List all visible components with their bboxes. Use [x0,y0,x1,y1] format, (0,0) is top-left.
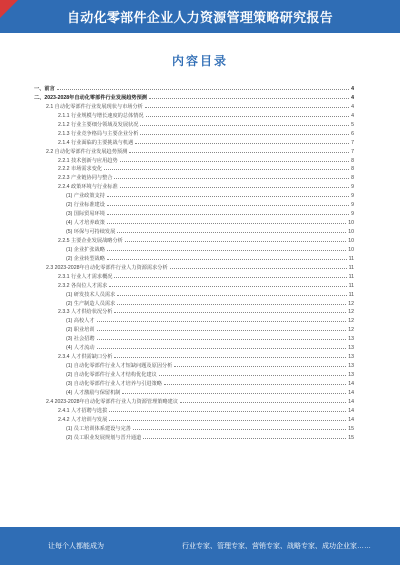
toc-leader-dots [97,325,347,331]
toc-leader-dots [170,263,347,269]
toc-page-number: 13 [348,363,354,370]
toc-leader-dots [117,299,346,305]
toc-page-number: 14 [348,416,354,423]
toc-leader-dots [107,254,347,260]
toc-entry-text: 2.3 2023-2028年自动化零部件行业人力资源需求分析 [46,264,168,271]
toc-page-number: 14 [348,380,354,387]
toc-page-number: 10 [348,246,354,253]
toc-entry-text: (1) 高校人才 [66,318,95,325]
toc-page-number: 14 [348,407,354,414]
toc-leader-dots [114,352,346,358]
toc-page-number: 9 [351,211,354,218]
toc-leader-dots [57,84,349,90]
toc-entry-text: 2.1.2 行业主要细分领域及发展状况 [58,121,139,128]
toc-entry[interactable] [34,307,354,316]
toc-page-number: 4 [351,86,354,92]
toc-leader-dots [140,129,349,135]
footer-slogan-right: 行业专家、管理专家、营销专家、战略专家、成功企业家…… [182,543,371,550]
toc-entry[interactable] [34,424,354,433]
toc-leader-dots [114,307,346,313]
toc-entry[interactable] [34,352,354,361]
toc-entry-text: (2) 企业转型战略 [66,255,105,262]
toc-leader-dots [107,218,346,224]
toc-page-number: 7 [351,148,354,155]
toc-page-number: 14 [348,389,354,396]
toc-leader-dots [107,245,346,251]
toc-entry[interactable] [34,129,354,138]
toc-entry-text: (2) 自动化零部件行业人才结构优化建议 [66,372,157,378]
toc-entry-text: (4) 人才流动 [66,345,95,352]
toc-entry-text: (2) 员工职业发展规划与晋升通道 [66,434,142,441]
toc-entry[interactable] [34,334,354,343]
toc-leader-dots [180,397,346,403]
toc-entry[interactable] [34,147,354,156]
toc-entry[interactable] [34,227,354,236]
toc-leader-dots [135,138,349,144]
toc-entry-text: 2.3.2 各岗位人才需求 [58,282,108,289]
toc-entry[interactable] [34,120,354,129]
toc-entry-text: (2) 职业培训 [66,327,95,334]
toc-entry-text: 2.2 自动化零部件行业发展趋势预测 [46,148,128,155]
toc-page-number: 11 [348,282,354,289]
toc-entry-text: 2.3.4 人才供需缺口分析 [58,354,113,361]
toc-entry[interactable] [34,325,354,334]
toc-leader-dots [117,227,346,233]
toc-entry-text: (2) 生产制造人员需求 [66,300,116,307]
toc-entry[interactable] [34,415,354,424]
toc-entry[interactable] [34,245,354,254]
toc-entry-text: 2.4.2 人才培训与发展 [58,416,108,423]
toc-leader-dots [107,191,349,197]
toc-leader-dots [109,406,346,412]
toc-page-number: 12 [348,327,354,334]
toc-page-number: 11 [348,291,354,298]
toc-entry-text: 2.3.1 行业人才需求概况 [58,273,113,280]
toc-page-number: 13 [348,336,354,343]
toc-page-number: 14 [348,398,354,405]
toc-page-number: 7 [351,139,354,146]
toc-page-number: 13 [348,372,354,378]
toc-entry-text: 2.3.3 人才供给状况分析 [58,309,113,316]
toc-entry-text: (4) 人才培养政策 [66,220,105,227]
toc-entry[interactable] [34,316,354,325]
toc-page-number: 12 [348,318,354,325]
toc-page-number: 8 [351,175,354,182]
toc-entry-text: (3) 社会招聘 [66,336,95,343]
toc-page-number: 13 [348,354,354,361]
toc-leader-dots [107,209,349,215]
toc-entry[interactable] [34,164,354,173]
toc-entry[interactable] [34,254,354,263]
header-title: 自动化零部件企业人力资源管理策略研究报告 [66,10,333,25]
toc-page-number: 12 [348,300,354,307]
toc-entry-text: (3) 自动化零部件行业人才培养与引进策略 [66,380,162,387]
toc-leader-dots [97,316,347,322]
toc-leader-dots [120,156,349,162]
toc-entry[interactable] [34,138,354,147]
toc-entry[interactable] [34,379,354,388]
toc-leader-dots [107,200,349,206]
toc-entry[interactable] [34,433,354,442]
toc-entry[interactable] [34,263,354,272]
toc-entry[interactable] [34,361,354,370]
toc-page-number: 15 [348,425,354,432]
toc-entry[interactable] [34,200,354,209]
toc-entry-text: 2.2.2 市场需求变化 [58,166,103,173]
toc-leader-dots [149,93,349,99]
toc-entry[interactable] [34,406,354,415]
toc-entry[interactable] [34,388,354,397]
toc-entry[interactable] [34,173,354,182]
toc-entry-text: 2.2.4 政策环境与行业标准 [58,184,118,191]
toc-entry[interactable] [34,272,354,281]
toc-leader-dots [104,164,349,170]
toc-page-number: 8 [351,157,354,164]
toc-entry[interactable] [34,102,354,111]
toc-entry[interactable] [34,290,354,299]
toc-entry[interactable] [34,343,354,352]
toc-page-number: 9 [351,193,354,200]
toc-leader-dots [109,415,346,421]
toc-entry[interactable] [34,281,354,290]
toc-leader-dots [114,272,346,278]
toc-entry[interactable] [34,236,354,245]
toc-page-number: 4 [351,112,354,119]
corner-mark [0,0,18,18]
toc-entry-text: (1) 产业政策支持 [66,193,105,200]
toc-entry-text: 2.1 自动化零部件行业发展现状与市场分析 [46,103,143,110]
toc-leader-dots [164,379,346,385]
toc-leader-dots [97,334,347,340]
toc-entry-text: 2.2.5 主要企业发展战略分析 [58,237,123,244]
toc-page-number: 10 [348,229,354,235]
toc-page-number: 9 [351,202,354,209]
toc-entry[interactable] [34,84,354,93]
toc-entry-text: (2) 行业标准建设 [66,202,105,209]
toc-page-number: 10 [348,220,354,227]
toc-entry[interactable] [34,156,354,165]
toc-entry-text: (1) 员工培训体系建设与完善 [66,425,131,432]
toc-leader-dots [117,290,346,296]
toc-entry[interactable] [34,191,354,200]
toc-entry-text: (1) 自动化零部件行业人才短缺问题及原因分析 [66,363,173,370]
toc-entry-text: 二、2023-2028年自动化零部件行业发展趋势预测 [34,94,147,101]
toc-entry[interactable] [34,209,354,218]
toc-entry-text: 2.1.3 行业竞争格局与主要企业分析 [58,130,139,137]
toc-leader-dots [145,102,349,108]
toc-entry-text: 2.4 2023-2028年自动化零部件行业人力资源管理策略建议 [46,398,179,405]
toc-leader-dots [133,424,346,430]
toc-leader-dots [122,388,346,394]
toc-page-number: 11 [348,264,354,271]
page-header [0,0,400,33]
toc-leader-dots [146,111,350,117]
toc-entry-text: 一、前言 [34,86,55,92]
toc-entry[interactable] [34,182,354,191]
toc-leader-dots [120,182,349,188]
toc-entry[interactable] [34,93,354,102]
toc-leader-dots [129,147,349,153]
toc-entry-text: 2.4.1 人才招聘与选拔 [58,407,108,414]
toc-leader-dots [125,236,346,242]
toc-entry-text: 2.2.1 技术创新与应用趋势 [58,157,118,164]
toc-leader-dots [97,343,347,349]
toc-entry-text: 2.1.1 行业规模与增长速度的总体情况 [58,112,144,119]
toc-page-number: 5 [351,121,354,128]
toc-leader-dots [114,173,349,179]
toc-page-number: 13 [348,345,354,352]
toc-page-number: 8 [351,166,354,173]
toc-page-number: 11 [348,273,354,280]
toc-entry[interactable] [34,299,354,308]
toc-entry[interactable] [34,397,354,406]
page-footer [0,527,400,565]
toc-page-number: 11 [348,255,354,262]
toc-leader-dots [174,361,346,367]
toc-page-number: 4 [351,103,354,110]
toc-entry-text: 2.1.4 行业面临的主要挑战与机遇 [58,139,134,146]
toc-entry[interactable] [34,218,354,227]
toc-entry-text: (4) 人才激励与保留机制 [66,389,121,396]
footer-slogan-left: 让每个人都能成为 [48,543,104,550]
toc-entry-text: (5) 环保与可持续发展 [66,229,116,235]
toc-entry-text: (1) 研发技术人员需求 [66,291,116,298]
toc-entry-text: (1) 企业扩张战略 [66,246,105,253]
toc-leader-dots [140,120,349,126]
toc-page-number: 4 [351,94,354,101]
toc-page-number: 15 [348,434,354,441]
toc-leader-dots [159,370,346,376]
toc-page-number: 9 [351,184,354,191]
toc-leader-dots [109,281,346,287]
toc-entry[interactable] [34,111,354,120]
toc-page-number: 6 [351,130,354,137]
toc-page-number: 12 [348,309,354,316]
toc-entry-text: 2.2.3 产业链协同与整合 [58,175,113,182]
toc-title: 内容目录 [171,54,228,68]
toc-entry-text: (3) 国际贸易环境 [66,211,105,218]
table-of-contents [34,84,354,442]
toc-leader-dots [143,433,346,439]
toc-entry[interactable] [34,370,354,379]
toc-page-number: 10 [348,237,354,244]
